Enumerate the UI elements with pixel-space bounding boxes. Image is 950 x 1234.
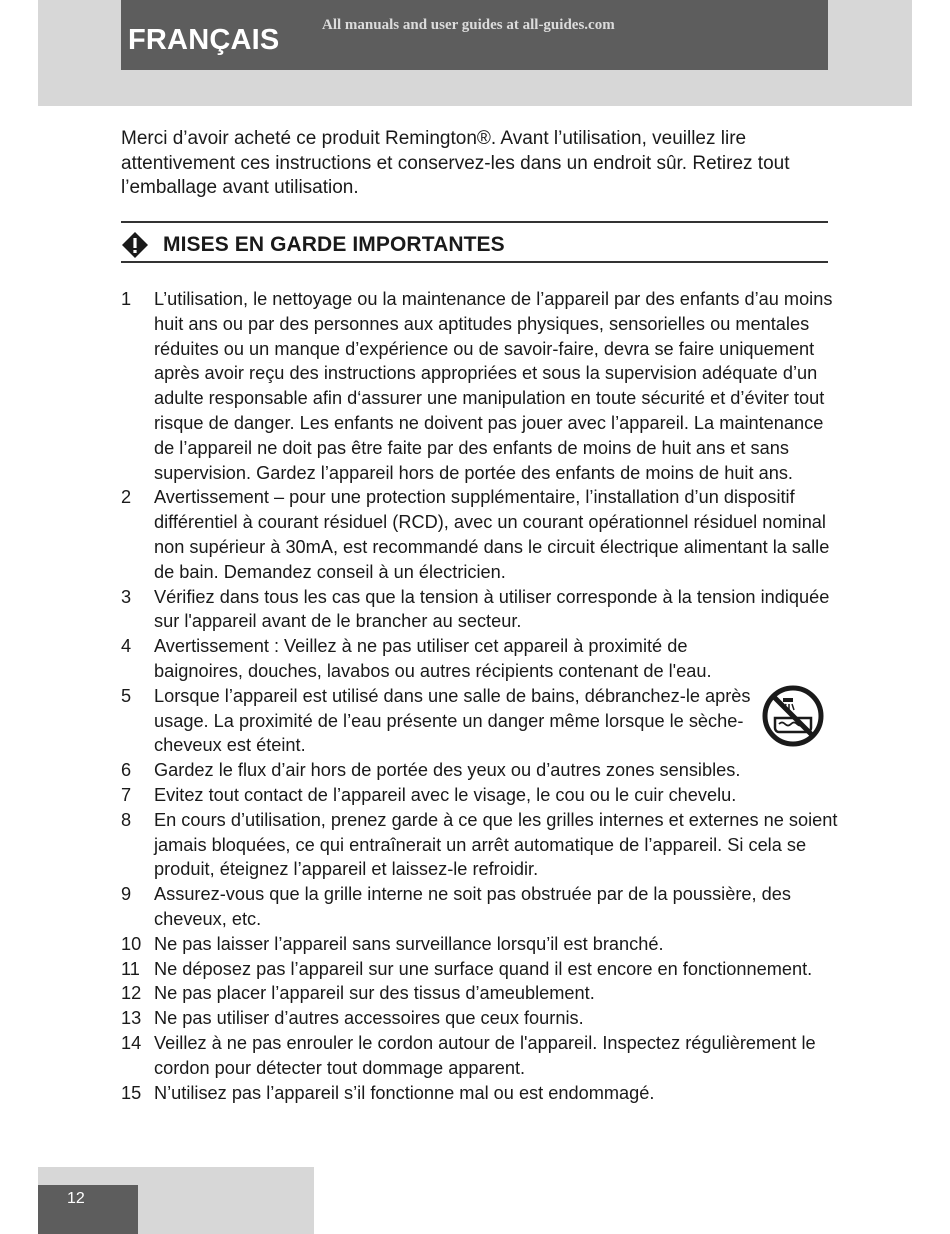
list-item-number: 7 xyxy=(121,784,132,805)
list-item-text: Vérifiez dans tous les cas que la tension à utiliser corresponde à la tension indiquée sur l'appareil avant de le brancher au secteur. xyxy=(154,586,830,632)
list-item-number: 5 xyxy=(121,685,132,706)
list-item-number: 6 xyxy=(121,760,132,781)
list-item-text: Ne pas placer l’appareil sur des tissus d’ameublement. xyxy=(154,983,595,1004)
section-rule-bottom xyxy=(121,261,828,263)
list-item-number: 4 xyxy=(121,636,132,657)
list-item-text: Veillez à ne pas enrouler le cordon autour de l'appareil. Inspectez régulièrement le cordon pour détecter tout dommage apparent. xyxy=(154,1032,816,1078)
list-item-number: 12 xyxy=(121,983,142,1004)
list-item-text: N’utilisez pas l’appareil s’il fonctionne mal ou est endommagé. xyxy=(154,1082,655,1103)
list-item-text: Ne pas laisser l’appareil sans surveillance lorsqu’il est branché. xyxy=(154,933,664,954)
list-item xyxy=(121,808,841,882)
warning-diamond-icon xyxy=(121,231,149,259)
list-item-number: 14 xyxy=(121,1032,142,1053)
list-item-number: 1 xyxy=(121,289,132,309)
list-item-text: Assurez-vous que la grille interne ne soit pas obstruée par de la poussière, des cheveux, etc. xyxy=(154,884,791,929)
list-item-text: Lorsque l’appareil est utilisé dans une salle de bains, débranchez-le après usage. La proximité de l’eau présente un danger même lorsque le sèche-cheveux est éteint. xyxy=(154,685,751,756)
list-item xyxy=(121,485,841,584)
list-item-number: 2 xyxy=(121,487,132,508)
list-item-number: 10 xyxy=(121,933,142,954)
list-item xyxy=(121,684,764,758)
list-item-number: 8 xyxy=(121,809,132,830)
footer-page-box xyxy=(38,1185,138,1234)
list-item-number: 3 xyxy=(121,586,132,607)
language-title: FRANÇAIS xyxy=(128,24,280,56)
list-item xyxy=(121,981,841,1006)
list-item xyxy=(121,783,841,808)
list-item xyxy=(121,1081,841,1106)
section-title: MISES EN GARDE IMPORTANTES xyxy=(163,233,505,256)
list-item xyxy=(121,758,841,783)
list-item xyxy=(121,1006,841,1031)
list-item-text: Evitez tout contact de l’appareil avec le visage, le cou ou le cuir chevelu. xyxy=(154,784,737,805)
list-item-text: En cours d’utilisation, prenez garde à ce que les grilles internes et externes ne soient jamais bloquées, ce qui entraînerait un arrêt automatique de l’appareil. Si cela se produit, éteignez l’appareil et laissez-le refroidir. xyxy=(154,809,838,880)
warnings-list xyxy=(121,287,841,1105)
list-item-text: Ne déposez pas l’appareil sur une surface quand il est encore en fonctionnement. xyxy=(154,958,813,979)
list-item-text: Avertissement – pour une protection supplémentaire, l’installation d’un dispositif différentiel à courant résiduel (RCD), avec un courant opérationnel résiduel nominal non supérieur à 30mA, est recommandé dans le circuit électrique alimentant la salle de bain. Demandez conseil à un électricien. xyxy=(154,487,830,582)
intro-paragraph: Merci d’avoir acheté ce produit Remington®. Avant l’utilisation, veuillez lire attentivement ces instructions et conservez-les dans un endroit sûr. Retirez tout l’emballage avant utilisation. xyxy=(121,128,790,198)
list-item-text: Ne pas utiliser d’autres accessoires que ceux fournis. xyxy=(154,1008,584,1029)
list-item xyxy=(121,932,841,957)
list-item xyxy=(121,287,841,485)
list-item xyxy=(121,882,841,932)
section-rule-top xyxy=(121,221,828,223)
watermark-text: All manuals and user guides at all-guides.com xyxy=(322,17,615,33)
list-item xyxy=(121,634,764,684)
list-item-text: Avertissement : Veillez à ne pas utiliser cet appareil à proximité de baignoires, douches, lavabos ou autres récipients contenant de l'eau. xyxy=(154,636,712,681)
no-water-bath-icon xyxy=(761,684,825,748)
list-item xyxy=(121,957,841,982)
page-number: 12 xyxy=(67,1190,85,1207)
list-item-number: 13 xyxy=(121,1008,142,1029)
list-item xyxy=(121,1031,841,1081)
list-item-text: L’utilisation, le nettoyage ou la maintenance de l’appareil par des enfants d’au moins huit ans ou par des personnes aux aptitudes physiques, sensorielles ou mentales réduites ou un manque d’expérience ou de savoir-faire, devra se faire uniquement après avoir reçu des instructions appropriées et sous la supervision adéquate d’un adulte responsable afin d‘assurer une manipulation en toute sécurité et d’éviter tout risque de danger. Les enfants ne doivent pas jouer avec l’appareil. La maintenance de l’appareil ne doit pas être faite par des enfants de moins de huit ans et sans supervision. Gardez l’appareil hors de portée des enfants de moins de huit ans. xyxy=(154,289,833,483)
list-item-number: 9 xyxy=(121,884,132,905)
list-item-text: Gardez le flux d’air hors de portée des yeux ou d’autres zones sensibles. xyxy=(154,760,741,781)
list-item xyxy=(121,585,841,635)
list-item-number: 15 xyxy=(121,1082,142,1103)
list-item-number: 11 xyxy=(121,958,140,979)
section-header xyxy=(121,229,828,261)
